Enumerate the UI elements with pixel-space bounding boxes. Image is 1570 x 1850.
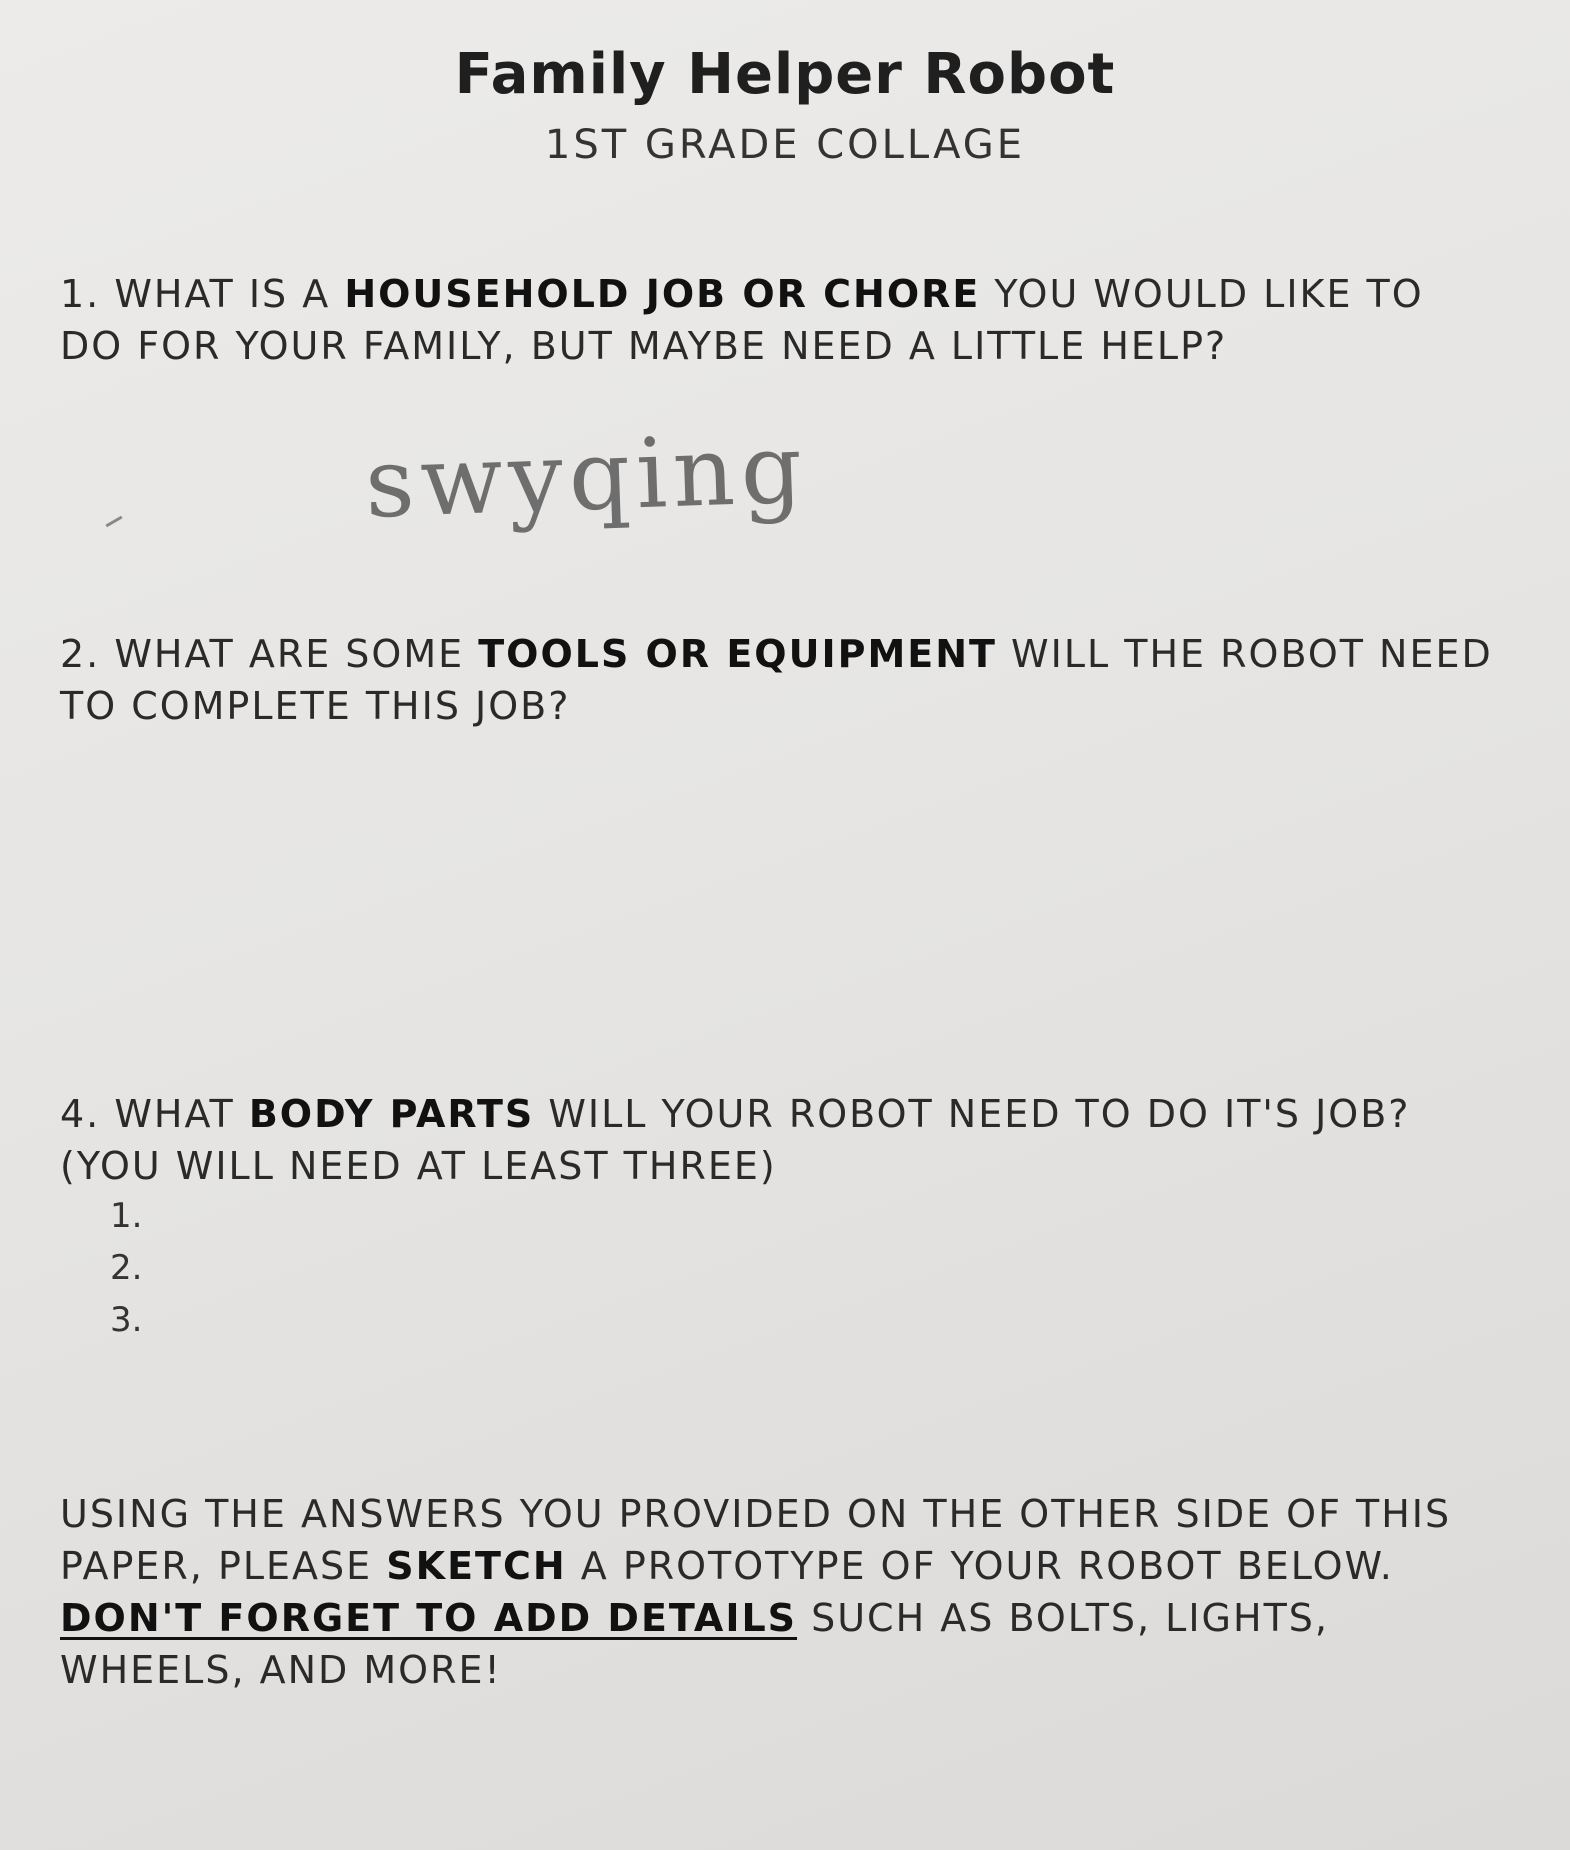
instructions-text-1: USING THE ANSWERS YOU PROVIDED ON THE OTHER SIDE OF THIS PAPER, PLEASE (60, 1492, 1452, 1588)
list-item-3: 3. (110, 1300, 143, 1340)
question-2-suffix: WILL THE ROBOT NEED TO COMPLETE THIS JOB? (60, 632, 1493, 728)
question-4-keyword: BODY PARTS (248, 1092, 535, 1136)
question-2 (60, 628, 1500, 732)
worksheet-subtitle: 1ST GRADE COLLAGE (544, 122, 1026, 168)
worksheet-title: Family Helper Robot (454, 42, 1116, 107)
sketch-instructions (60, 1488, 1500, 1696)
question-1-suffix: YOU WOULD LIKE TO DO FOR YOUR FAMILY, BUT MAYBE NEED A LITTLE HELP? (60, 272, 1424, 368)
question-4-prefix: 4. WHAT (60, 1092, 249, 1136)
question-1-prefix: 1. WHAT IS A (60, 272, 345, 316)
question-2-prefix: 2. WHAT ARE SOME (60, 632, 479, 676)
handwritten-answer-1: swyqing (363, 412, 810, 540)
question-1-keyword: HOUSEHOLD JOB OR CHORE (344, 272, 981, 316)
instructions-emphasis: DON'T FORGET TO ADD DETAILS (60, 1596, 798, 1640)
pencil-mark (105, 516, 122, 528)
instructions-text-3: SUCH AS BOLTS, LIGHTS, WHEELS, AND MORE! (60, 1596, 1329, 1692)
instructions-text-2: A PROTOTYPE OF YOUR ROBOT BELOW. (566, 1544, 1394, 1588)
instructions-keyword-sketch: SKETCH (386, 1544, 567, 1588)
list-item-1: 1. (110, 1196, 143, 1236)
list-item-2: 2. (110, 1248, 143, 1288)
question-2-keyword: TOOLS OR EQUIPMENT (478, 632, 997, 676)
question-1 (60, 268, 1500, 372)
question-4 (60, 1088, 1500, 1192)
question-4-suffix: WILL YOUR ROBOT NEED TO DO IT'S JOB? (YOU WILL NEED AT LEAST THREE) (60, 1092, 1411, 1188)
body-parts-list (110, 1190, 142, 1346)
